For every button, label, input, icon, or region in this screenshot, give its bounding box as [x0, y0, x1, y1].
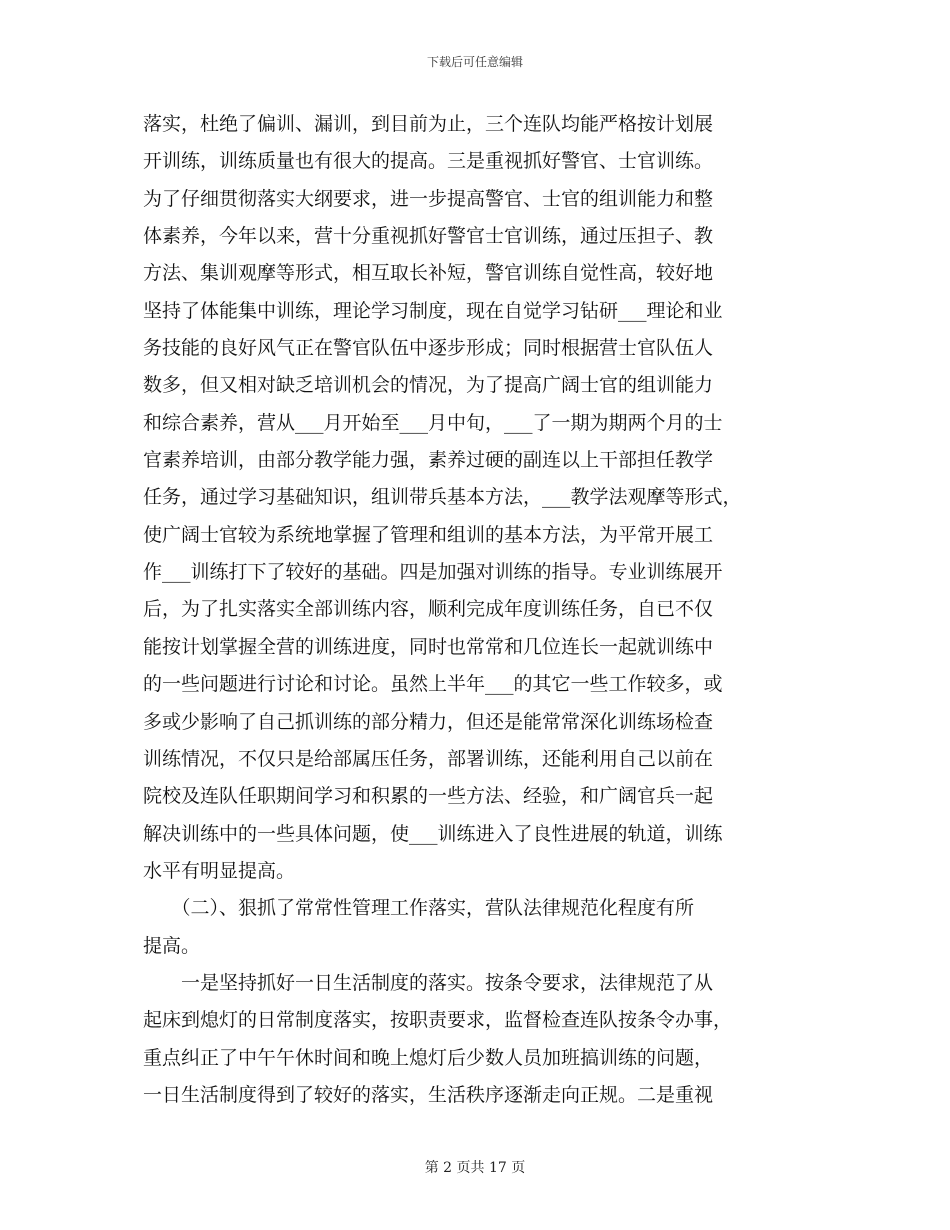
- text-line: 训练情况，不仅只是给部属压任务，部署训练，还能利用自己以前在: [143, 747, 714, 770]
- text-line: 体素养，今年以来，营十分重视抓好警官士官训练，通过压担子、教: [143, 225, 714, 248]
- text-line: 使广阔士官较为系统地掌握了管理和组训的基本方法，为平常开展工: [143, 523, 714, 546]
- page-footer: 第 2 页共 17 页: [424, 1160, 526, 1176]
- text-line: 一是坚持抓好一日生活制度的落实。按条令要求，法律规范了从: [143, 971, 714, 994]
- text-line: 能按计划掌握全营的训练进度，同时也常常和几位连长一起就训练中: [143, 635, 714, 658]
- text-line: （二）、狠抓了常常性管理工作落实，营队法律规范化程度有所: [143, 897, 695, 920]
- text-line: 多或少影响了自己抓训练的部分精力，但还是能常常深化训练场检查: [143, 710, 714, 733]
- text-line: 院校及连队任职期间学习和积累的一些方法、经验，和广阔官兵一起: [143, 785, 714, 808]
- text-line: 后，为了扎实落实全部训练内容，顺利完成年度训练任务，自已不仅: [143, 598, 714, 621]
- document-body: [143, 106, 809, 1114]
- text-line: 重点纠正了中午午休时间和晚上熄灯后少数人员加班搞训练的问题，: [143, 1046, 714, 1069]
- text-line: 作___训练打下了较好的基础。四是加强对训练的指导。专业训练展开: [143, 561, 723, 584]
- text-line: 任务，通过学习基础知识，组训带兵基本方法，___教学法观摩等形式，: [143, 486, 742, 509]
- text-line: 开训练，训练质量也有很大的提高。三是重视抓好警官、士官训练。: [143, 150, 714, 173]
- text-line: 方法、集训观摩等形式，相互取长补短，警官训练自觉性高，较好地: [143, 262, 714, 285]
- text-line: 官素养培训，由部分教学能力强，素养过硬的副连以上干部担任教学: [143, 449, 714, 472]
- text-line: 为了仔细贯彻落实大纲要求，进一步提高警官、士官的组训能力和整: [143, 187, 714, 210]
- text-line: 坚持了体能集中训练，理论学习制度，现在自觉学习钻研___理论和业: [143, 299, 723, 322]
- text-line: 提高。: [143, 934, 201, 957]
- text-line: 数多，但又相对缺乏培训机会的情况，为了提高广阔士官的组训能力: [143, 374, 714, 397]
- text-line: 务技能的良好风气正在警官队伍中逐步形成；同时根据营士官队伍人: [143, 337, 714, 360]
- text-line: 一日生活制度得到了较好的落实，生活秩序逐渐走向正规。二是重视: [143, 1083, 714, 1106]
- text-line: 落实，杜绝了偏训、漏训，到目前为止，三个连队均能严格按计划展: [143, 113, 714, 135]
- page-header: 下载后可任意编辑: [426, 55, 523, 69]
- text-line: 解决训练中的一些具体问题，使___训练进入了良性进展的轨道，训练: [143, 822, 723, 845]
- text-line: 的一些问题进行讨论和讨论。虽然上半年___的其它一些工作较多，或: [143, 673, 723, 696]
- text-line: 和综合素养，营从___月开始至___月中旬，___了一期为期两个月的士: [143, 411, 723, 434]
- text-line: 水平有明显提高。: [143, 859, 296, 882]
- text-line: 起床到熄灯的日常制度落实，按职责要求，监督检查连队按条令办事，: [143, 1009, 733, 1032]
